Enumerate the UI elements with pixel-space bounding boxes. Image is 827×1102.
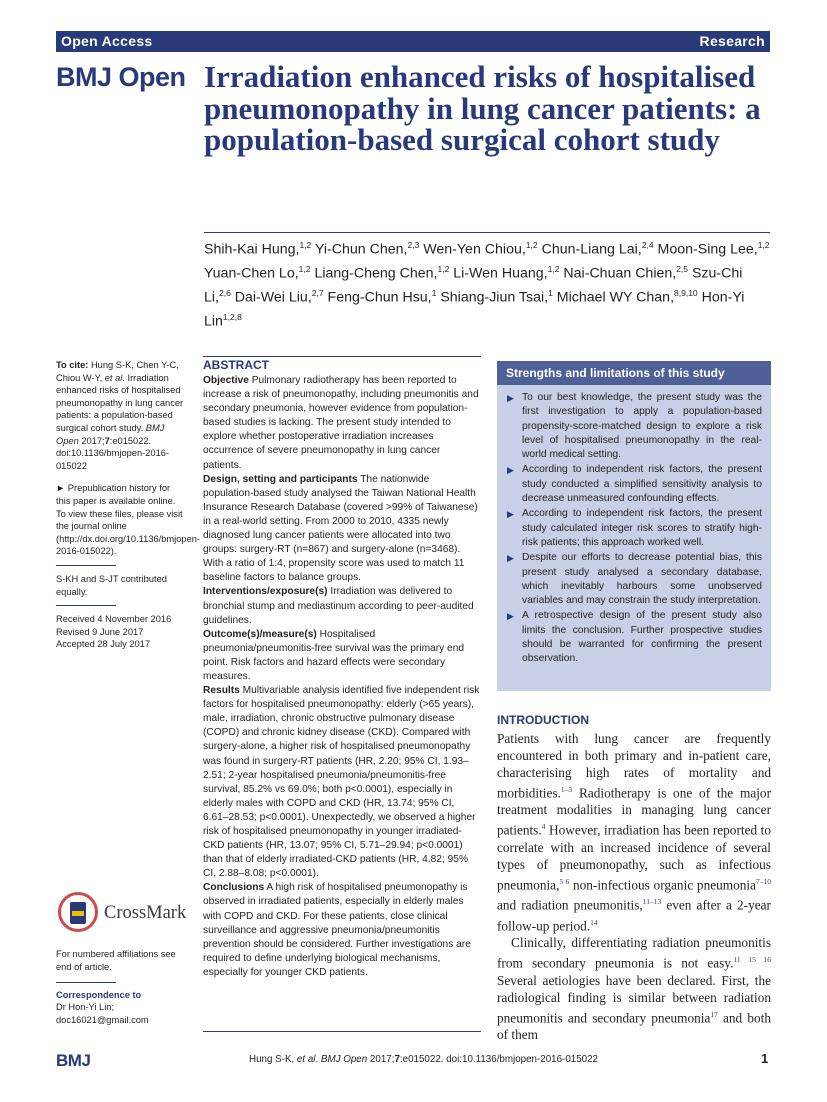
intro-text: even after a 2-year follow-up period.: [497, 897, 771, 934]
revised-date: Revised 9 June 2017: [56, 626, 144, 637]
abstract-section-label: Interventions/exposure(s): [203, 586, 328, 598]
strengths-box: [497, 361, 771, 691]
author-name: Yuan-Chen Lo,: [204, 265, 299, 282]
abstract-section: [203, 374, 480, 473]
author-affiliation: 1: [431, 288, 437, 299]
abstract-section-label: Conclusions: [203, 882, 265, 894]
author-name: Yi-Chun Chen,: [311, 241, 408, 258]
footer-journal: BMJ Open: [320, 1054, 368, 1065]
article-title: Irradiation enhanced risks of hospitalised pneumonopathy in lung cancer patients: a population-based surgical cohort study: [204, 59, 761, 157]
reference-link[interactable]: 17: [710, 1009, 718, 1019]
strengths-item-text: Despite our efforts to decrease potential bias, this present study analysed a secondary database, which inevitably harbours some unobserved variables and may constrain the study interpretation.: [522, 552, 762, 607]
intro-text: Radiotherapy is one of the major treatment modalities in managing lung cancer patients.: [497, 785, 771, 838]
strengths-item-text: To our best knowledge, the present study was the first investigation to apply a population-based propensity-score-matched design to explore a risk level of hospitalised pneumonopathy in the real-world medical setting.: [522, 392, 762, 461]
abstract-section: [203, 881, 480, 980]
author-affiliation: 2,3: [407, 240, 420, 250]
abstract-section-text: Pulmonary radiotherapy has been reported to increase a risk of pneumonopathy, including pneumonitis and secondary pneumonia, however evidence from population-based studies is lacking. The present study intended to explore whether postoperative irradiation increases occurrence of severe pneumonopathy in lung cancer patients.: [203, 375, 479, 471]
footer-volume: 7: [394, 1054, 400, 1065]
author-name: Moon-Sing Lee,: [653, 241, 758, 258]
footer-year: 2017;: [367, 1054, 395, 1065]
abstract-section-text: Irradiation was delivered to bronchial stump and mediastinum according to peer-audited guidelines.: [203, 586, 474, 626]
footer-authors: Hung S-K,: [249, 1054, 297, 1065]
author-affiliation: 1: [548, 288, 553, 299]
crossmark-label: CrossMark: [104, 903, 187, 923]
citation-block: [56, 359, 186, 472]
introduction-heading: INTRODUCTION: [497, 713, 589, 727]
correspondence-email[interactable]: doc16021@gmail.com: [56, 1015, 149, 1026]
divider: [56, 605, 116, 606]
bmj-footer-logo: BMJ: [56, 1051, 91, 1070]
author-name: Dai-Wei Liu,: [230, 289, 312, 306]
author-name: Hon-Yi Lin: [204, 289, 745, 330]
author-name: Feng-Chun Hsu,: [323, 289, 432, 306]
intro-text: and radiation pneumonitis,: [497, 897, 643, 913]
header-band: [56, 31, 770, 52]
sidebar: [56, 359, 201, 651]
author-name: Chun-Liang Lai,: [537, 241, 642, 258]
strengths-item: [507, 391, 762, 462]
author-affiliation: 2,5: [676, 264, 689, 275]
reference-link[interactable]: 11–13: [642, 897, 662, 907]
abstract-section: [203, 473, 480, 586]
cite-volume: 7: [104, 435, 110, 446]
intro-text: However, irradiation has been reported to correlate with an increased incidence of several types of pneumonopathy, such as infectious pneumonia,: [497, 822, 771, 893]
abstract-section: [203, 684, 480, 881]
bullet-arrow-icon: ▶: [507, 509, 514, 520]
intro-text: Several aetiologies have been declared. First, the radiological finding is similar between radiation pneumonitis and secondary pneumonia: [497, 972, 771, 1025]
author-affiliation: 8,9,10: [674, 288, 698, 299]
bullet-arrow-icon: ▶: [507, 611, 514, 622]
page-number: 1: [761, 1051, 769, 1066]
bullet-arrow-icon: ▶: [507, 465, 514, 476]
divider: [204, 232, 770, 233]
strengths-item: [507, 507, 762, 550]
author-name: Michael WY Chan,: [552, 289, 675, 306]
accepted-date: Accepted 28 July 2017: [56, 639, 151, 650]
abstract-section-label: Results: [203, 685, 240, 697]
footer-doi: :e015022. doi:10.1136/bmjopen-2016-015022: [399, 1054, 599, 1065]
author-affiliation: 1,2: [437, 264, 450, 275]
abstract: [203, 357, 480, 980]
correspondence-name: Dr Hon-Yi Lin;: [56, 1002, 115, 1013]
crossmark-icon: [58, 892, 98, 932]
intro-text: non-infectious organic pneumonia: [569, 877, 757, 893]
abstract-section-label: Objective: [203, 375, 249, 386]
author-affiliation: 2,7: [311, 288, 324, 299]
strengths-item: [507, 609, 762, 666]
open-access-label: Open Access: [61, 33, 153, 49]
abstract-section: [203, 585, 480, 627]
cite-journal: BMJ Open: [56, 422, 165, 446]
abstract-section-label: Outcome(s)/measure(s): [203, 628, 317, 640]
intro-paragraph: [497, 730, 771, 934]
cite-title: . Irradiation enhanced risks of hospitalised pneumonopathy in lung cancer patients: a population-based surgical cohort study.: [56, 372, 184, 433]
prepub-note[interactable]: ► Prepublication history for this paper is available online. To view these files, please visit the journal online (http://dx.doi.org/10.1136/bmjopen-2016-015022).: [56, 483, 201, 557]
introduction-body: [497, 730, 771, 1043]
cite-etal: et al: [104, 372, 123, 383]
footer-dot: .: [315, 1054, 321, 1065]
author-name: Li-Wen Huang,: [449, 265, 548, 282]
author-name: Nai-Chuan Chien,: [559, 265, 677, 282]
abstract-section-text: Hospitalised pneumonia/pneumonitis-free survival was the primary end point. Risk factors and hazard effects were secondary measures.: [203, 628, 465, 682]
equal-contribution-note: S-KH and S-JT contributed equally.: [56, 573, 167, 597]
author-name: Shiang-Jiun Tsai,: [436, 289, 549, 306]
cite-label: To cite:: [56, 360, 89, 370]
author-affiliation: 1,2: [525, 240, 538, 250]
intro-text: and both of them: [497, 1009, 771, 1042]
cite-doi: :e015022. doi:10.1136/bmjopen-2016-015022: [56, 435, 170, 471]
intro-text: Patients with lung cancer are frequently encountered in both primary and in-patient care, characterising high rates of mortality and morbidities.: [497, 731, 771, 801]
journal-logo: BMJ Open: [56, 62, 186, 92]
received-date: Received 4 November 2016: [56, 614, 172, 625]
author-name: Wen-Yen Chiou,: [419, 241, 526, 258]
strengths-list: [497, 385, 771, 667]
bullet-arrow-icon: ▶: [507, 553, 514, 564]
section-label: Research: [699, 33, 765, 49]
reference-link[interactable]: 4: [541, 822, 546, 832]
abstract-section-text: Multivariable analysis identified five independent risk factors for hospitalised pneumonopathy: elderly (>65 years), male, irradiation, chronic obstructive pulmonary disease (COPD) and chronic kidney disease (CKD). Compared with surgery-alone, a higher risk of hospitalised pneumonopathy was found in surgery-RT patients (HR, 2.20; 95% CI, 1.93–2.51; 2-year hospitalised pneumonia/pneumonitis-free survival, 85.2% vs 69.0%; both p<0.0001), especially in elderly males with COPD and CKD (HR, 13.74; 95% CI, 6.61–28.53; p<0.0001). Unexpectedly, we observed a higher risk of hospitalised pneumonopathy in younger irradiated-CKD patients (HR, 13.07; 95% CI, 5.71–29.94; p<0.0001) than that of elderly irradiated-CKD patients (HR, 4.82; 95% CI, 2.88–8.08; p<0.0001).: [203, 685, 480, 880]
author-affiliation: 2,4: [641, 240, 654, 250]
author-name: Shih-Kai Hung,: [204, 241, 300, 258]
crossmark-icon-stripe: [72, 911, 84, 916]
strengths-item-text: According to independent risk factors, the present study calculated integer risk scores to stratify high-risk patients; this approach worked well.: [522, 508, 762, 548]
intro-text: Clinically, differentiating radiation pneumonitis from secondary pneumonia is not easy.: [497, 935, 771, 971]
footer-etal: et al: [296, 1054, 316, 1065]
reference-link[interactable]: 1–3: [560, 785, 573, 794]
author-name: Liang-Cheng Chen,: [310, 265, 438, 282]
author-affiliation: 1,2: [299, 240, 312, 250]
abstract-section-label: Design, setting and participants: [203, 473, 358, 485]
author-affiliation: 1,2,8: [222, 312, 242, 323]
author-list: [204, 236, 770, 332]
author-affiliation: 1,2: [547, 264, 560, 275]
divider: [56, 565, 116, 566]
divider: [203, 1031, 481, 1032]
author-affiliation: 1,2: [298, 264, 311, 275]
divider: [56, 982, 116, 983]
abstract-heading: ABSTRACT: [203, 358, 269, 372]
reference-link[interactable]: 11 15 16: [733, 955, 771, 965]
strengths-item: [507, 463, 762, 506]
author-name: Szu-Chi Li,: [204, 265, 743, 306]
sidebar-lower: [56, 948, 191, 1027]
author-affiliation: 1,2: [757, 240, 770, 250]
abstract-section-text: The nationwide population-based study analysed the Taiwan National Health Insurance Research Database (covered >99% of Taiwanese) in a real-world setting. From 2000 to 2010, 4335 newly diagnosed lung cancer patients were allocated into two groups: surgery-RT (n=867) and surgery-alone (n=3468). With a ratio of 1:4, propensity score was used to match 11 baseline factors to balance groups.: [203, 473, 478, 584]
bullet-arrow-icon: ▶: [507, 393, 514, 403]
abstract-section-text: A high risk of hospitalised pneumonopathy is observed in irradiated patients, especially in elderly males with COPD and CKD. For these patients, close clinical surveillance and aggressive pneumonia/pneumonitis prevention should be considered. Further investigations are required to define underlying biological mechanisms, especially for younger CKD patients.: [203, 882, 471, 978]
author-affiliation: 2,6: [218, 288, 231, 299]
affiliation-note: For numbered affiliations see end of article.: [56, 949, 176, 972]
strengths-heading: Strengths and limitations of this study: [497, 361, 771, 385]
footer-citation: [249, 1054, 598, 1065]
correspondence-label: Correspondence to: [56, 989, 142, 1000]
reference-link[interactable]: 5 6: [559, 876, 570, 886]
reference-link[interactable]: 14: [590, 917, 598, 927]
intro-paragraph: [497, 934, 771, 1043]
strengths-item-text: According to independent risk factors, the present study conducted a simplified sensitivity analysis to decrease unmeasured confounding effects.: [522, 464, 762, 505]
strengths-item: [507, 551, 762, 608]
cite-authors: Hung S-K, Chen Y-C, Chiou W-Y,: [56, 360, 179, 383]
abstract-section: [203, 628, 480, 684]
strengths-item-text: A retrospective design of the present study also limits the conclusion. Further prospective studies should be warranted for confirming the present observation.: [522, 610, 762, 665]
reference-link[interactable]: 7–10: [756, 876, 772, 886]
cite-year: 2017;: [78, 435, 105, 446]
crossmark-badge[interactable]: [58, 892, 188, 936]
